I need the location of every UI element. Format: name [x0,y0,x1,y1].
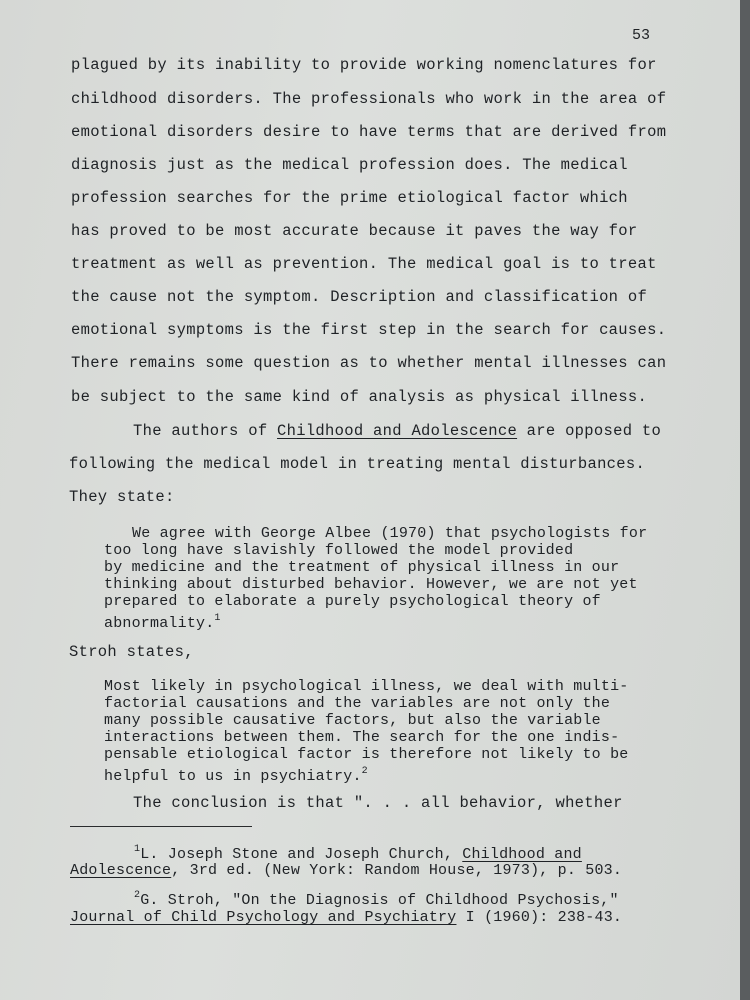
text-span: G. Stroh, "On the Diagnosis of Childhood Psychosis," [140,892,619,909]
footnote-2-line-1 [134,890,619,909]
text-span: I (1960): 238-43. [456,909,623,926]
text-line: childhood disorders. The professionals who work in the area of [71,90,667,108]
journal-title: Journal of Child Psychology and Psychiatry [70,909,457,926]
text-line: plagued by its inability to provide working nomenclatures for [71,56,657,74]
text-span: The authors of [133,422,278,440]
book-title: Childhood and [462,846,582,863]
text-line: following the medical model in treating mental disturbances. [69,455,646,473]
text-line: diagnosis just as the medical profession does. The medical [71,156,628,174]
text-span: , 3rd ed. (New York: Random House, 1973), p. 503. [171,862,623,879]
footnote-2-line-2 [70,909,622,926]
footnote-mark: 1 [134,844,141,855]
footnote-divider [70,826,252,827]
page-edge-shadow [740,0,750,1000]
quote-line: by medicine and the treatment of physical illness in our [104,559,620,576]
text-line: There remains some question as to whether mental illnesses can [71,354,667,372]
conclusion-line: The conclusion is that ". . . all behavior, whether [133,794,623,812]
text-span: L. Joseph Stone and Joseph Church, [140,846,463,863]
footnote-ref-1[interactable]: 1 [214,613,221,624]
footnote-1-line-1 [134,844,582,863]
text-line: the cause not the symptom. Description and classification of [71,288,648,306]
page-number: 53 [632,27,651,44]
text-span: abnormality. [104,615,215,632]
footnote-ref-2[interactable]: 2 [361,766,368,777]
quote-line: pensable etiological factor is therefore not likely to be [104,746,629,763]
text-line: profession searches for the prime etiological factor which [71,189,628,207]
text-line: emotional disorders desire to have terms that are derived from [71,123,667,141]
text-span: helpful to us in psychiatry. [104,768,362,785]
quote-line [104,611,221,632]
quote-line: Most likely in psychological illness, we deal with multi- [104,678,629,695]
text-span: are opposed to [517,422,662,440]
text-line: They state: [69,488,175,506]
text-line [133,422,661,440]
quote-line: interactions between them. The search for the one indis- [104,729,620,746]
quote-line: too long have slavishly followed the model provided [104,542,574,559]
quote-line: thinking about disturbed behavior. However, we are not yet [104,576,638,593]
quote-line: We agree with George Albee (1970) that psychologists for [132,525,648,542]
quote-line: factorial causations and the variables are not only the [104,695,611,712]
text-line: has proved to be most accurate because it paves the way for [71,222,638,240]
stroh-intro: Stroh states, [69,643,194,661]
text-line: treatment as well as prevention. The medical goal is to treat [71,255,657,273]
quote-line [104,764,368,785]
footnote-1-line-2 [70,862,622,879]
book-title: Childhood and Adolescence [277,422,518,440]
footnote-mark: 2 [134,890,141,901]
text-line: emotional symptoms is the first step in the search for causes. [71,321,667,339]
book-title: Adolescence [70,862,172,879]
quote-line: prepared to elaborate a purely psychological theory of [104,593,601,610]
quote-line: many possible causative factors, but also the variable [104,712,601,729]
text-line: be subject to the same kind of analysis as physical illness. [71,388,648,406]
